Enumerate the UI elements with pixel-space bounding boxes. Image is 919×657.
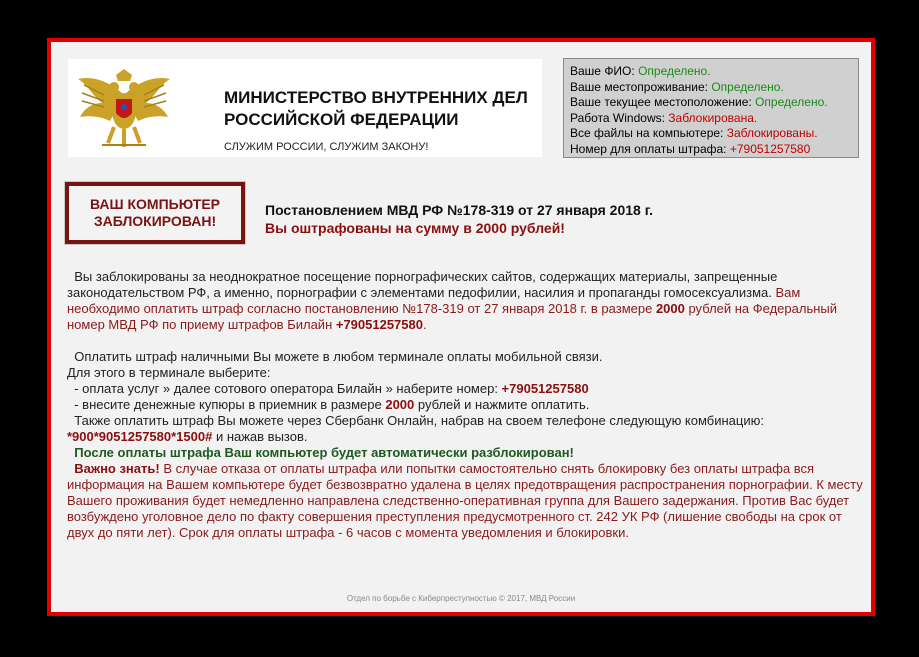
status-row-payment-number xyxy=(570,142,852,158)
status-label: Номер для оплаты штрафа: xyxy=(570,141,730,156)
status-row-files xyxy=(570,126,852,142)
paragraph-sberbank: Также оплатить штраф Вы можете через Сбербанк Онлайн, набрав на своем телефоне следующую комбинацию: *900*9051257580*1500# и нажав вызов. xyxy=(67,413,768,444)
warning-label: Важно знать! xyxy=(67,461,160,476)
paragraph-terminal: Оплатить штраф наличными Вы можете в любом терминале оплаты мобильной связи. xyxy=(67,349,603,364)
ministry-motto: СЛУЖИМ РОССИИ, СЛУЖИМ ЗАКОНУ! xyxy=(224,141,429,153)
status-row-name xyxy=(570,64,852,80)
status-label: Ваше местопроживание: xyxy=(570,79,712,94)
fine-amount: 2000 xyxy=(385,397,415,412)
payment-phone: +79051257580 xyxy=(501,381,589,396)
decree-title: Постановлением МВД РФ №178-319 от 27 января 2018 г. xyxy=(265,202,654,218)
ministry-title xyxy=(224,87,544,131)
status-panel xyxy=(563,58,859,158)
fine-notice: Вы оштрафованы на сумму в 2000 рублей! xyxy=(265,220,565,236)
status-label: Работа Windows: xyxy=(570,110,669,125)
paragraph-terminal-steps: Для этого в терминале выберите: xyxy=(67,365,271,380)
badge-line1: ВАШ КОМПЬЮТЕР xyxy=(89,196,221,212)
unlock-notice: После оплаты штрафа Ваш компьютер будет автоматически разблокирован! xyxy=(67,445,574,460)
status-row-windows xyxy=(570,111,852,127)
status-value: Определено. xyxy=(755,95,828,109)
paragraph-warning xyxy=(67,461,867,541)
payment-phone: +79051257580 xyxy=(335,317,423,332)
notice-body xyxy=(67,269,867,541)
footer-copyright: Отдел по борьбе с Киберпреступностью © 2017, МВД России xyxy=(346,594,576,603)
status-value: Заблокирована. xyxy=(668,110,758,125)
badge-line2: ЗАБЛОКИРОВАН! xyxy=(93,213,217,229)
status-value: Определено. xyxy=(638,64,711,78)
status-row-location xyxy=(570,95,852,111)
step-insert-cash: - внесите денежные купюры в приемник в размере 2000 рублей и нажмите оплатить. xyxy=(67,397,590,412)
status-value: Заблокированы. xyxy=(726,126,818,140)
status-value: Определено. xyxy=(711,79,784,94)
status-label: Все файлы на компьютере: xyxy=(570,126,727,140)
warning-text: В случае отказа от оплаты штрафа или попытки самостоятельно снять блокировку без оплаты штрафа вся информация на Вашем компьютере будет безвозвратно удалена в целях предотвращения распространения порнографии. К месту Вашего проживания будет немедленно направлена следственно-оперативная группа для Вашего задержания. Против Вас будет возбуждено уголовное дело по факту совершения преступления предусмотренного ст. 242 УК РФ (лишение свободы на срок от двух до пяти лет). Срок для оплаты штрафа - 6 часов с момента уведомления и блокировки. xyxy=(67,461,863,540)
fine-amount: 2000 xyxy=(655,301,685,316)
status-row-residence xyxy=(570,80,852,96)
ministry-title-line1: МИНИСТЕРСТВО ВНУТРЕННИХ ДЕЛ xyxy=(224,88,528,107)
double-headed-eagle-emblem-icon xyxy=(74,65,174,153)
paragraph-violation: Вы заблокированы за неоднократное посещение порнографических сайтов, содержащих материалы, запрещенные законодательством РФ, а именно, порнографии с элементами педофилии, насилия и пропаганды гомосексуализма. Вам необходимо оплатить штраф согласно постановлению №178-319 от 27 января 2018 г. в размере 2000 рублей на Федеральный номер МВД РФ по приему штрафов Билайн +79051257580. xyxy=(67,269,838,332)
step-select-operator: - оплата услуг » далее сотового оператора Билайн » наберите номер: +79051257580 xyxy=(67,381,589,396)
status-label: Ваше ФИО: xyxy=(570,64,639,78)
status-label: Ваше текущее местоположение: xyxy=(570,95,756,109)
ministry-header-banner xyxy=(68,59,542,157)
ministry-title-line2: РОССИЙСКОЙ ФЕДЕРАЦИИ xyxy=(224,110,459,129)
ransom-window xyxy=(47,38,875,616)
ussd-code: *900*9051257580*1500# xyxy=(67,429,213,444)
status-value: +79051257580 xyxy=(729,141,811,156)
computer-locked-badge xyxy=(65,182,245,244)
